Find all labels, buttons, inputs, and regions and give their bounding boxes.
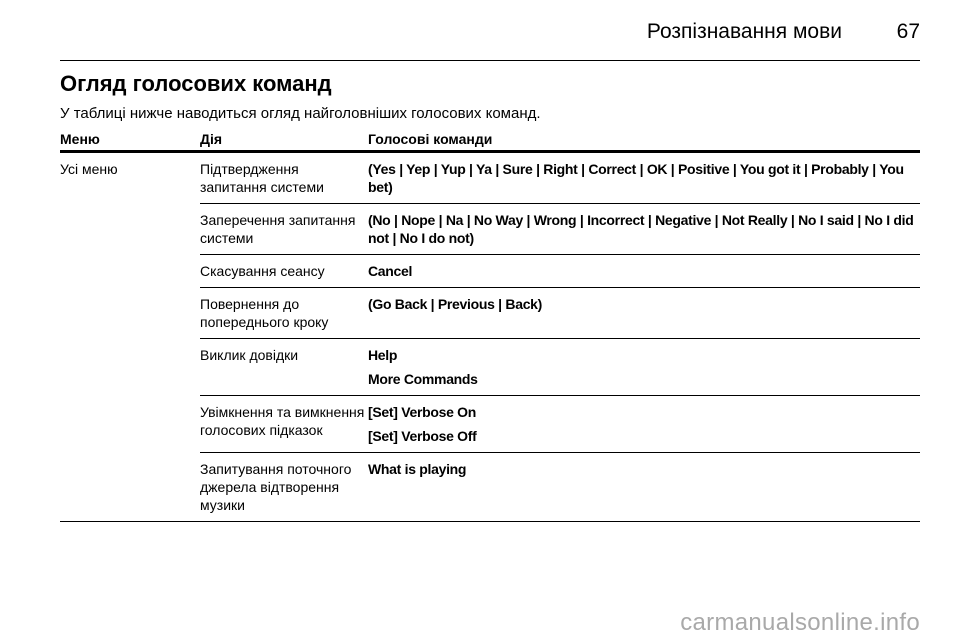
intro-paragraph: У таблиці нижче наводиться огляд найголовніших голосових команд.: [60, 105, 541, 122]
commands-cell: [368, 153, 920, 203]
menu-cell: Усі меню: [60, 161, 118, 177]
table-row: [200, 153, 920, 204]
voice-commands-table: [60, 130, 920, 522]
commands-cell: [368, 453, 920, 521]
group-rows: [200, 153, 920, 521]
commands-cell: [368, 204, 920, 254]
commands-cell: [368, 339, 920, 395]
table-row: [200, 453, 920, 521]
table-row: [200, 396, 920, 453]
table-header: [60, 130, 920, 153]
command-text: (Yes | Yep | Yup | Ya | Sure | Right | Correct | OK | Positive | You got it | Probably | You bet): [368, 161, 904, 195]
action-cell: Увімкнення та вимкнення голосових підказок: [200, 404, 365, 438]
command-text: [Set] Verbose On: [368, 404, 477, 420]
commands-cell: [368, 255, 920, 287]
command-text: More Commands: [368, 371, 478, 387]
column-header-commands: Голосові команди: [368, 131, 493, 147]
action-cell: Виклик довідки: [200, 347, 299, 363]
running-header-title: Розпізнавання мови: [646, 20, 842, 43]
column-header-menu: Меню: [60, 131, 100, 147]
table-group-all-menus: [60, 153, 920, 522]
table-row: [200, 339, 920, 396]
command-text: [Set] Verbose Off: [368, 428, 477, 444]
column-header-action: Дія: [200, 131, 223, 147]
command-text: (No | Nope | Na | No Way | Wrong | Incorrect | Negative | Not Really | No I said | No I did not | No I do not): [368, 212, 914, 246]
action-cell: Запитування поточного джерела відтворення музики: [200, 461, 352, 513]
commands-cell: [368, 396, 920, 452]
page-header: [0, 16, 920, 52]
command-text: Help: [368, 347, 398, 363]
command-text: Cancel: [368, 263, 413, 279]
table-row: [200, 204, 920, 255]
page-number: 67: [896, 20, 920, 43]
commands-cell: [368, 288, 920, 338]
action-cell: Підтвердження запитання системи: [200, 161, 324, 195]
command-text: What is playing: [368, 461, 467, 477]
command-text: (Go Back | Previous | Back): [368, 296, 543, 312]
header-rule: [60, 60, 920, 61]
table-row: [200, 255, 920, 288]
section-title: Огляд голосових команд: [60, 71, 332, 96]
action-cell: Повернення до попереднього кроку: [200, 296, 329, 330]
table-row: [200, 288, 920, 339]
watermark-text: carmanualsonline.info: [680, 609, 920, 636]
action-cell: Скасування сеансу: [200, 263, 325, 279]
action-cell: Заперечення запитання системи: [200, 212, 356, 246]
